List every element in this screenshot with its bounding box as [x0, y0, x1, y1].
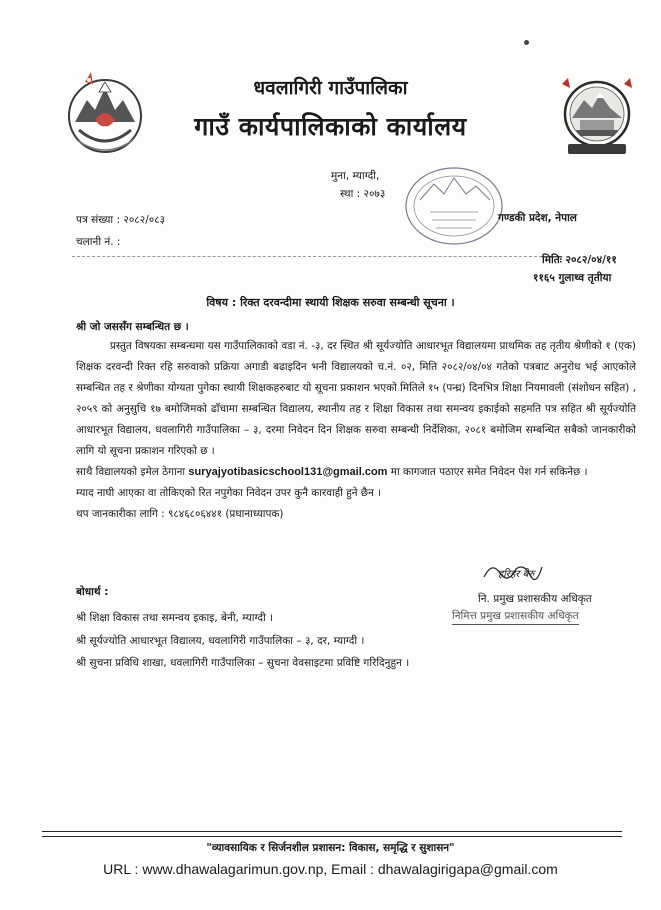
footer-contact: URL : www.dhawalagarimun.gov.np, Email : dhawalagirigapa@gmail.com [103, 861, 558, 877]
deadline-note: म्याद नाघी आएका वा तोकिएको रित नपुगेका निवेदन उपर कुनै कारवाही हुने छैन । [76, 487, 382, 499]
province-label: गण्डकी प्रदेश, नेपाल [498, 212, 577, 224]
municipality-name: धवलागिरी गाउँपालिका [253, 77, 408, 99]
signatory-subtitle: निमित्त प्रमुख प्रशासकीय अधिकृत [452, 609, 579, 625]
lunar-date: ११६५ गुलाथ्व तृतीया [533, 272, 612, 284]
subject-line: विषय : रिक्त दरवन्दीमा स्थायी शिक्षक सरुवा सम्बन्धी सूचना । [206, 296, 455, 309]
cc-item: श्री सुचना प्रविधि शाखा, धवलागिरी गाउँपालिका – सुचना वेवसाइटमा प्रविष्टि गरिदिनुहुन । [76, 657, 410, 669]
office-stamp-icon [400, 160, 508, 250]
letter-date: मितिः २०८२/०४/११ [542, 254, 617, 266]
school-email-link[interactable]: suryajyotibasicschool131@gmail.com [188, 466, 388, 478]
cc-item: श्री सूर्यज्योति आधारभूत विद्यालय, धवलागिरी गाउँपालिका – ३, दर, म्याग्दी । [76, 635, 365, 647]
address-place: मुना, म्याग्दी, [331, 170, 380, 182]
notice-body [76, 336, 636, 525]
letter-number: पत्र संख्या : २०८२/०८३ [76, 214, 166, 226]
cc-heading: बोधार्थ : [76, 586, 109, 598]
cc-item: श्री शिक्षा विकास तथा समन्वय इकाइ, बेनी, म्याग्दी । [76, 612, 274, 624]
footer-divider [42, 831, 622, 832]
footer-slogan: "व्यावसायिक र सिर्जनशील प्रशासन: विकास, समृद्धि र सुशासन" [206, 842, 455, 854]
email-line [76, 462, 636, 483]
signatory-name: हरिहर बेरु [498, 569, 535, 580]
contact-info: थप जानकारीका लागि : ९८४६८०६४४१ (प्रधानाध्यापक) [76, 508, 284, 520]
salutation: श्री जो जससँग सम्बन्धित छ । [76, 321, 189, 333]
scan-mark [524, 40, 529, 45]
email-prefix: साथै विद्यालयको इमेल ठेगाना [76, 466, 189, 478]
established-year: स्था : २०७३ [340, 188, 386, 200]
footer-divider [42, 836, 622, 837]
signatory-title: नि. प्रमुख प्रशासकीय अधिकृत [478, 593, 592, 605]
body-paragraph: प्रस्तुत विषयका सम्बन्धमा यस गाउँपालिकाको वडा नं. -३, दर स्थित श्री सूर्यज्योति आधारभूत विद्यालयमा प्राथमिक तह तृतीय श्रेणीको १ (एक) शिक्षक दरवन्दी रिक्त रहि सरुवाको प्रक्रिया अगाडी बढाइदिन भनी विद्यालयको च.नं. ०२, मिति २०८२/०४/०४ गतेको पत्रबाट अनुरोध भई आएकोले सम्बन्धित तह र श्रेणीका योग्यता पुगेका स्थायी शिक्षकहरुबाट यो सूचना प्रकाशन भएको मितिले १५ (पन्ध्र) दिनभित्र शिक्षा नियमावली (संशोधन सहित) , २०५९ को अनुसुचि १७ बमोजिमको ढाँचामा सम्बन्धित विद्यालय, स्थानीय तह र शिक्षा विकास तथा समन्वय इकाईको सहमति पत्र सहित श्री सूर्यज्योति आधारभूत विद्यालय, धवलागिरी गाउँपालिका – ३, दरमा निवेदन दिन शिक्षक सरुवा सम्बन्धी निर्देशिका, २०८१ बमोजिम सम्बन्धित सबैको जानकारीको लागि यो सूचना प्रकाशन गरिएको छ । [76, 340, 636, 457]
email-suffix: मा कागजात पठाएर समेत निवेदन पेश गर्न सकिनेछ । [387, 466, 588, 478]
dispatch-number: चलानी नं. : [76, 236, 121, 248]
date-divider [72, 256, 542, 257]
office-name: गाउँ कार्यपालिकाको कार्यालय [194, 112, 467, 141]
